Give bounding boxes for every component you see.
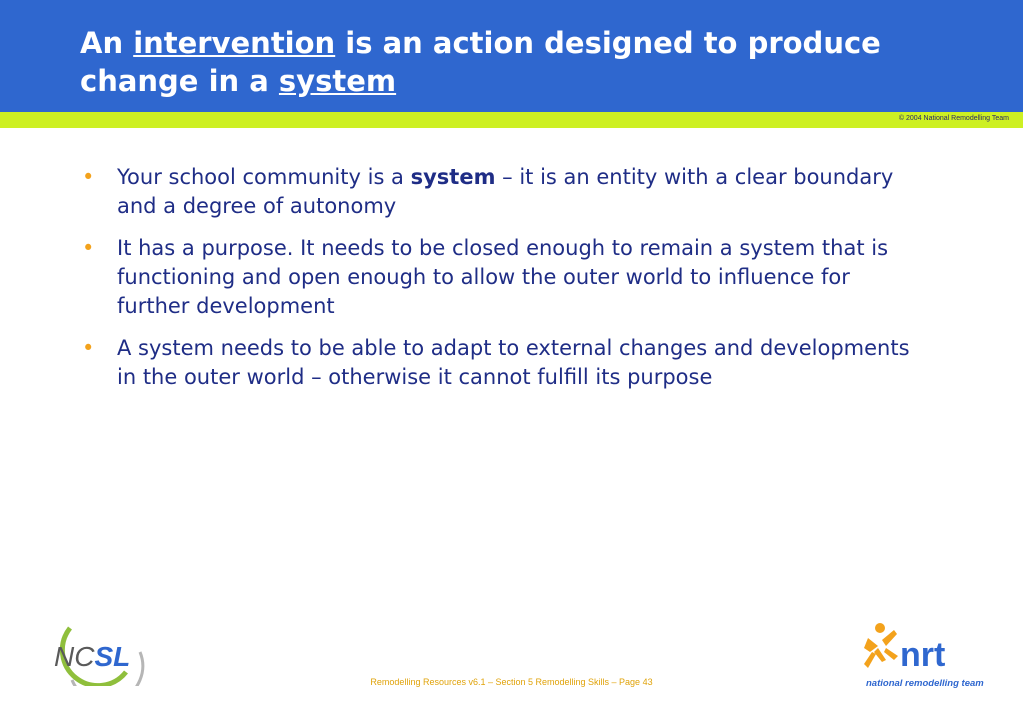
bullet-2-text: It has a purpose. It needs to be closed enough to remain a system that is functioning and open enough to allow the outer world to influence for further development [117,236,889,318]
bullet-marker: • [82,336,95,360]
accent-bar [0,112,1023,128]
bullet-marker: • [82,165,95,189]
bullet-item-1 [80,163,920,221]
bullet-1-text-start: Your school community is a [117,165,411,189]
title-link-system: system [278,64,397,98]
ncsl-logo-nc: NC [54,641,95,672]
bullet-list [80,163,920,405]
nrt-logo-tagline: national remodelling team [866,678,984,689]
title-banner [0,0,1023,112]
title-text-2: is an action designed to produce change in a [80,26,881,98]
bullet-1-bold-term: system [410,165,496,189]
ncsl-logo-sl: SL [94,641,131,672]
bullet-3-text: A system needs to be able to adapt to external changes and developments in the outer world – otherwise it cannot fulfill its purpose [117,336,910,389]
copyright-notice: © 2004 National Remodelling Team [898,115,1009,122]
bullet-item-3 [80,334,920,392]
title-text-1: An [80,26,134,60]
slide-title [80,24,1000,100]
bullet-marker: • [82,236,95,260]
title-link-intervention: intervention [133,26,336,60]
svg-text:NCSL [54,641,130,672]
footer-page-info: Remodelling Resources v6.1 – Section 5 Remodelling Skills – Page 43 [370,677,653,687]
bullet-1-text-end: – it is an entity with a clear boundary and a degree of autonomy [117,165,894,218]
bullet-item-2 [80,234,920,321]
nrt-logo-wordmark: nrt [900,636,946,674]
